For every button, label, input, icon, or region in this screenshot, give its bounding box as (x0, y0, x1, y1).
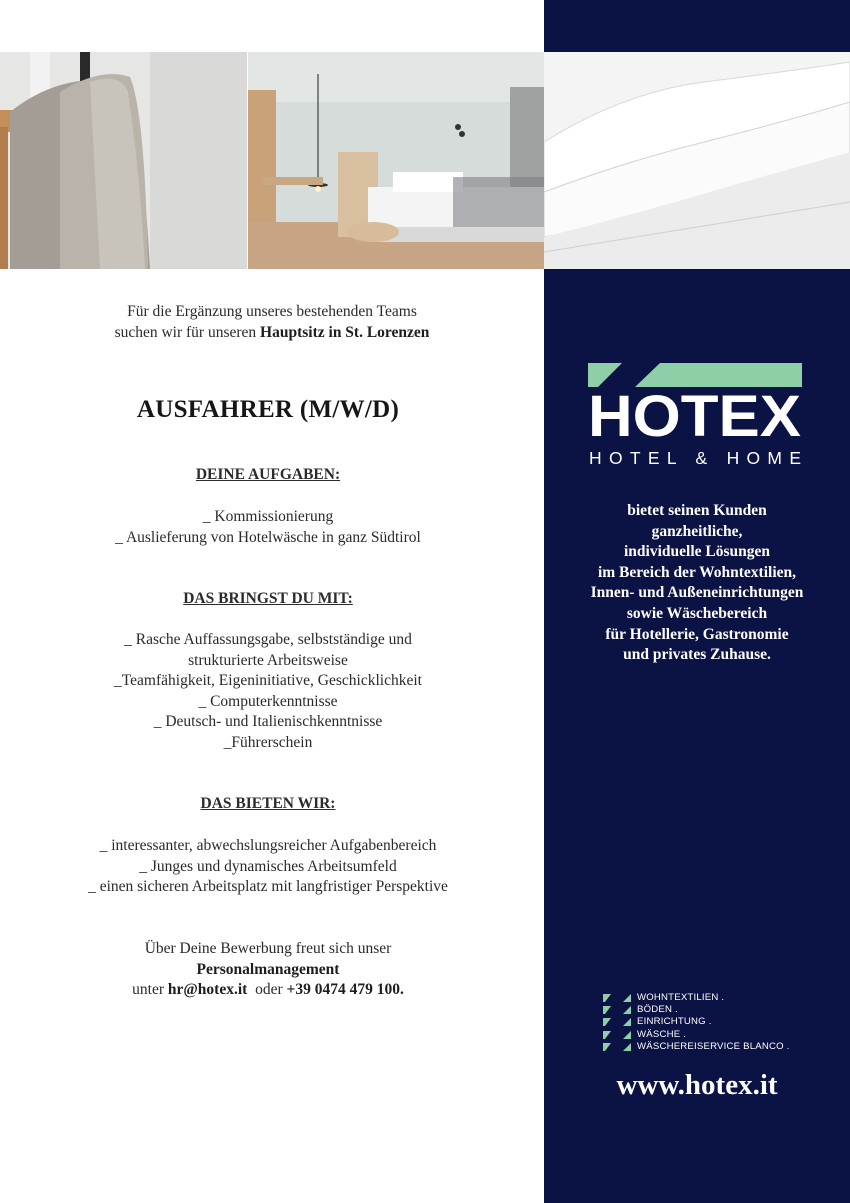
requirements-heading: DAS BRINGST DU MIT: (183, 590, 353, 607)
tasks-list (0, 507, 558, 548)
tasks-heading: DEINE AUFGABEN: (195, 466, 341, 483)
category-item: WÄSCHE . (603, 1029, 790, 1041)
category-item: WÄSCHEREISERVICE BLANCO . (603, 1041, 790, 1053)
list-item: _ Deutsch- und Italienischkenntnisse (153, 713, 383, 731)
list-item: _ Rasche Auffassungsgabe, selbstständige und (124, 631, 412, 648)
hotex-logo (588, 363, 802, 473)
intro-line-1: Für die Ergänzung unseres bestehenden Teams (127, 303, 417, 320)
offer-heading: DAS BIETEN WIR: (200, 795, 336, 812)
category-list (603, 992, 790, 1053)
logo-bullet-icon (603, 1031, 631, 1039)
hotel-room-photo (248, 52, 544, 269)
logo-bullet-icon (603, 994, 631, 1002)
job-title: AUSFAHRER (M/W/D) (136, 396, 400, 423)
linen-throw-photo (0, 52, 247, 269)
logo-bullet-icon (603, 1043, 631, 1051)
mattress-photo (544, 52, 850, 269)
logo-bullet-icon (603, 1018, 631, 1026)
contact-block (0, 939, 558, 1001)
svg-text:HOTEL & HOME: HOTEL & HOME (589, 448, 801, 468)
category-item: WOHNTEXTILIEN . (603, 992, 790, 1004)
list-item: _ Junges und dynamisches Arbeitsumfeld (139, 857, 397, 875)
list-item: _ Computerkenntnisse (198, 692, 338, 710)
website-link[interactable]: www.hotex.it (616, 1069, 778, 1101)
intro-line-2: suchen wir für unseren Hauptsitz in St. Lorenzen (114, 324, 430, 341)
svg-text:HOTEX: HOTEX (588, 384, 802, 449)
category-item: BÖDEN . (603, 1004, 790, 1016)
list-item: _ interessanter, abwechslungsreicher Aufgabenbereich (99, 837, 437, 854)
company-tagline: bietet seinen Kunden ganzheitliche, individuelle Lösungen im Bereich der Wohntextilien, Innen- und Außeneinrichtungen sowie Wäschebereich für Hotellerie, Gastronomie und privates Zuhause. (590, 502, 804, 664)
contact-department: Personalmanagement (196, 960, 340, 978)
offer-list (0, 836, 558, 898)
contact-email-link[interactable]: hr@hotex.it (167, 981, 248, 999)
contact-phone-link[interactable]: +39 0474 479 100. (286, 981, 404, 999)
list-item: _Teamfähigkeit, Eigeninitiative, Geschicklichkeit (114, 672, 422, 690)
requirements-list (0, 630, 558, 754)
list-item: strukturierte Arbeitsweise (188, 651, 348, 669)
headquarters-location: Hauptsitz in St. Lorenzen (260, 324, 430, 341)
category-item: EINRICHTUNG . (603, 1016, 790, 1028)
list-item: _ Auslieferung von Hotelwäsche in ganz Südtirol (115, 528, 421, 546)
contact-line-3: unter hr@hotex.it oder +39 0474 479 100. (132, 981, 404, 999)
intro-text (0, 301, 562, 343)
logo-bullet-icon (603, 1006, 631, 1014)
list-item: _ einen sicheren Arbeitsplatz mit langfristiger Perspektive (88, 878, 448, 896)
photo-strip (0, 52, 850, 269)
list-item: _ Kommissionierung (202, 508, 334, 525)
contact-line-1: Über Deine Bewerbung freut sich unser (144, 940, 392, 957)
list-item: _Führerschein (223, 733, 313, 751)
